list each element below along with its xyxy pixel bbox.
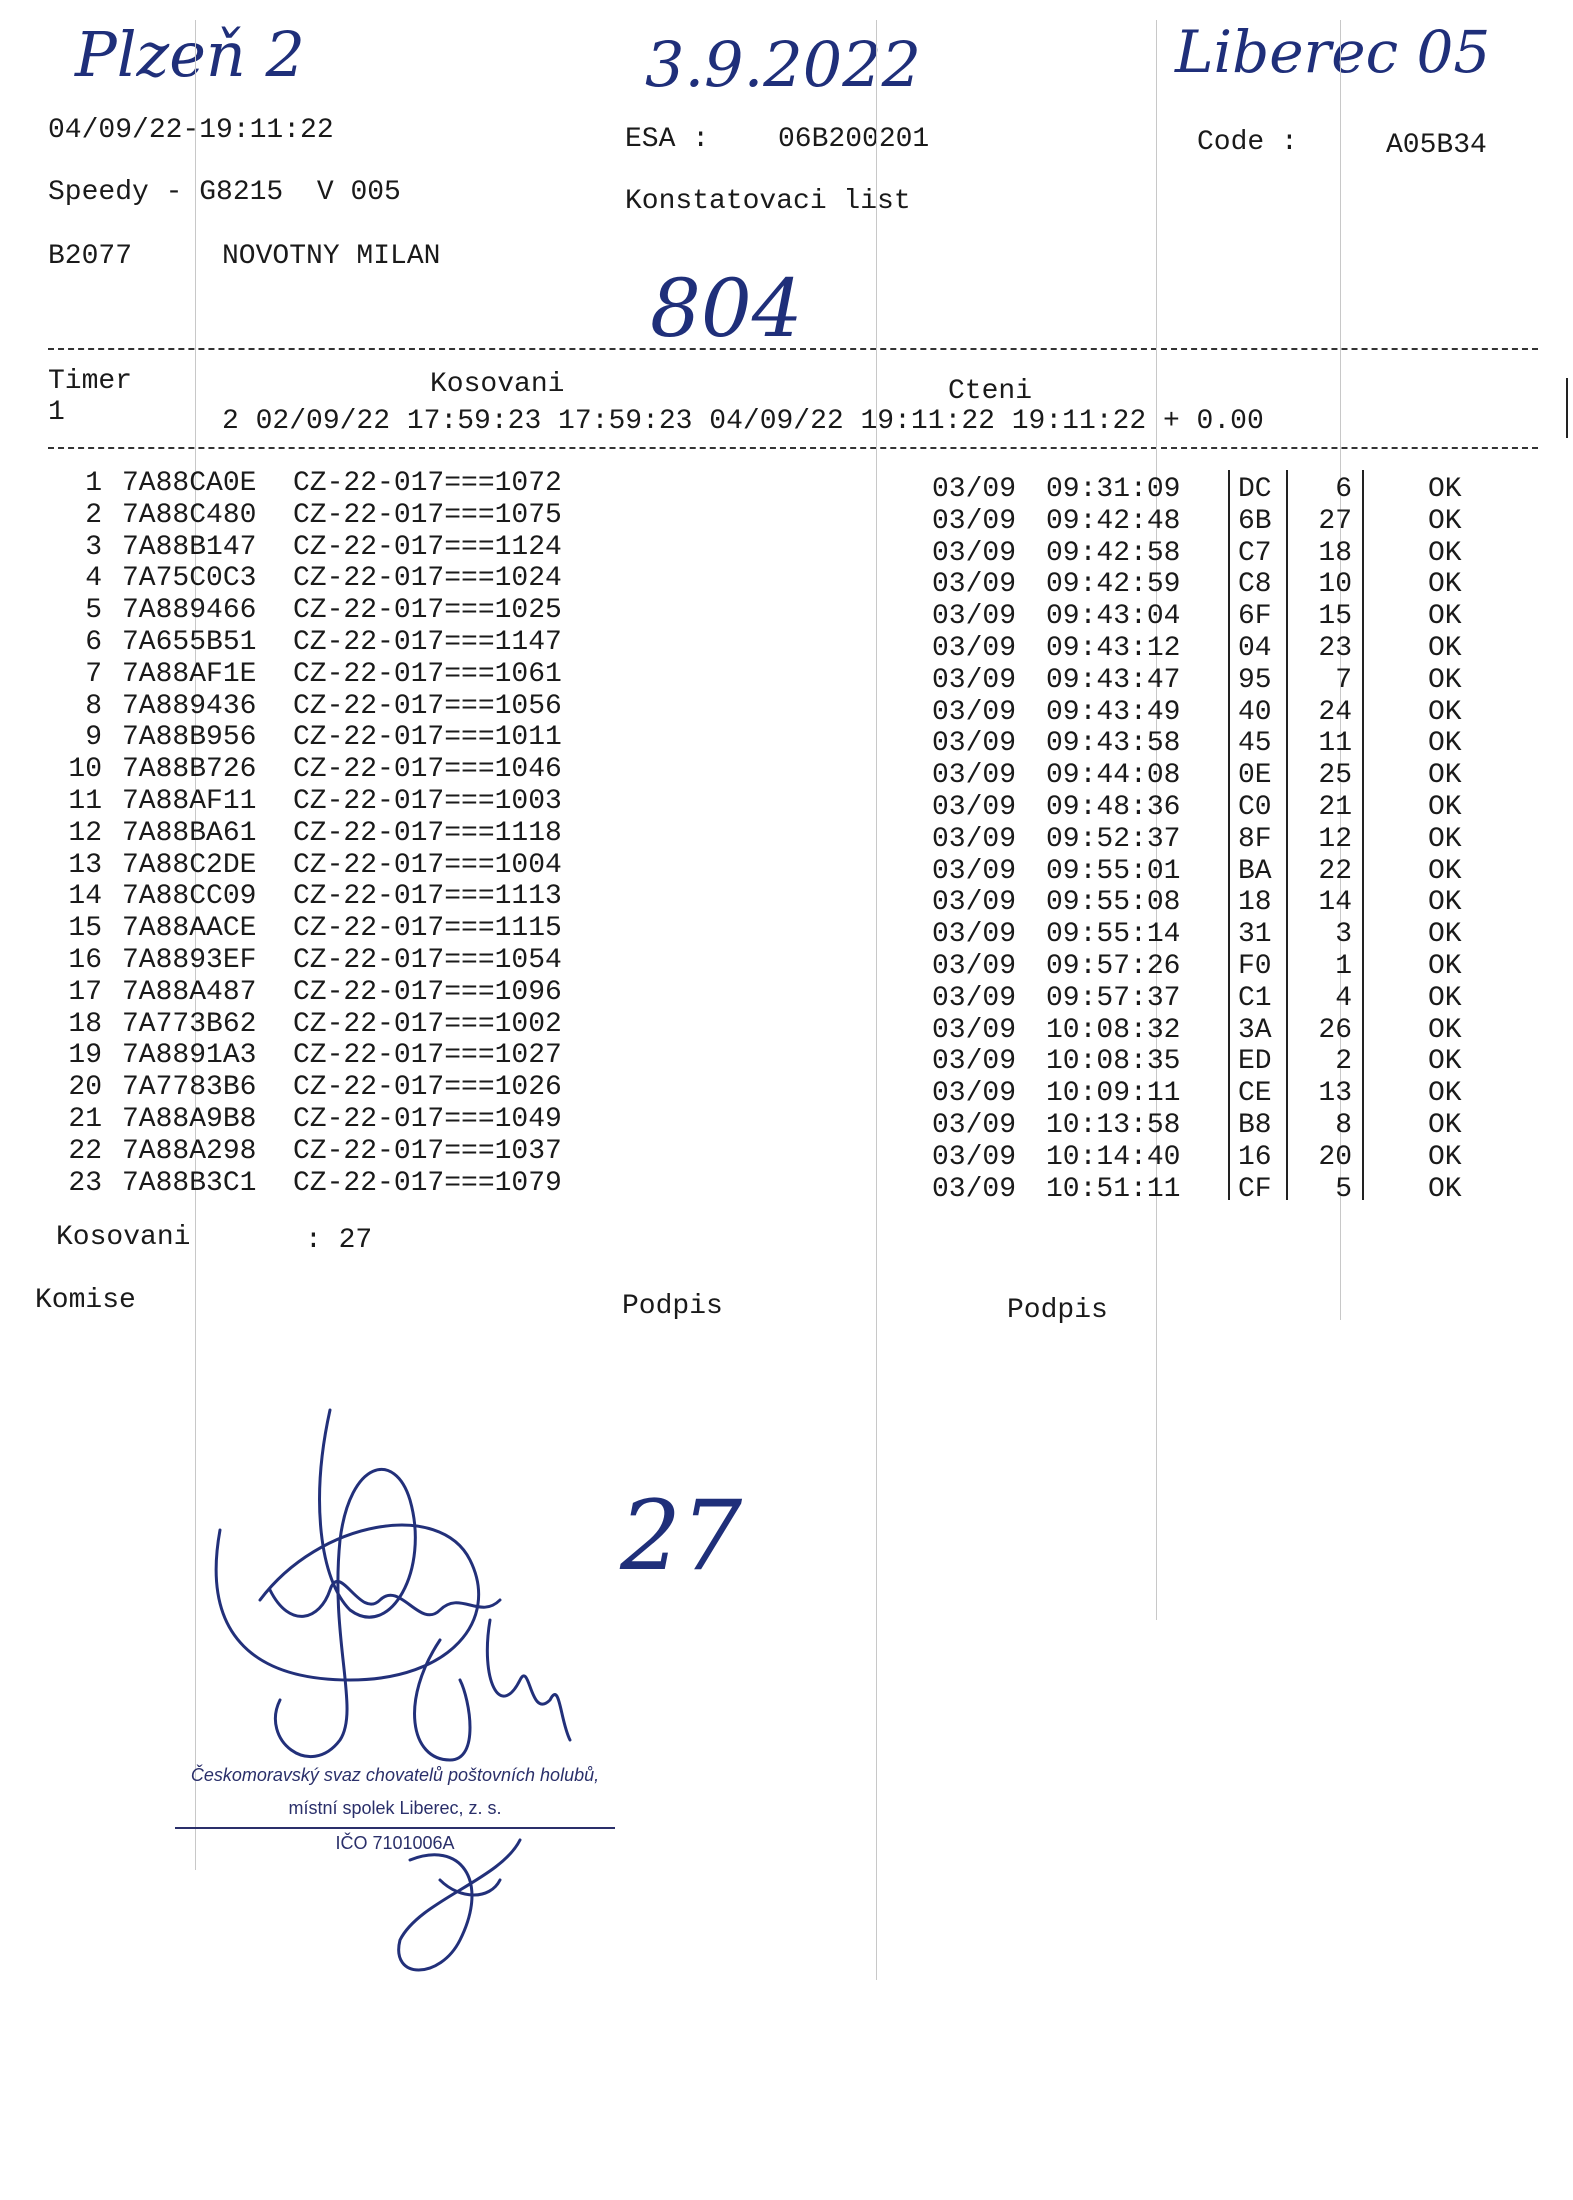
arrival-date: 03/09 [932, 1173, 1017, 1205]
antenna-code: 16 [1238, 1141, 1272, 1173]
ring-code: CZ-22-017===1026 [293, 1072, 562, 1104]
handwritten-location-left: Plzeň 2 [75, 18, 305, 91]
arrival-date: 03/09 [932, 951, 1017, 982]
ring-chip-id: 7A889436 [122, 690, 257, 722]
row-number: 1 [85, 468, 102, 499]
arrival-time: 10:51:11 [1046, 1173, 1181, 1205]
antenna-code: 0E [1238, 760, 1272, 792]
position-number: 11 [1318, 728, 1352, 760]
arrival-time: 09:44:08 [1046, 760, 1181, 792]
ring-chip-id: 7A8893EF [122, 945, 257, 976]
kosovani-count-value: : 27 [305, 1225, 373, 1256]
antenna-code: C7 [1238, 537, 1272, 569]
position-number: 20 [1318, 1141, 1352, 1173]
ring-chip-id: 7A88A298 [122, 1135, 257, 1167]
ring-code: CZ-22-017===1004 [293, 849, 562, 881]
antenna-code: ED [1238, 1046, 1272, 1078]
komise-label: Komise [35, 1285, 136, 1316]
ring-chip-id: 7A889466 [122, 595, 257, 627]
row-number: 6 [85, 627, 102, 658]
timer-value: 1 [48, 397, 65, 428]
ring-chip-id: 7A8891A3 [122, 1040, 257, 1072]
ring-chip-id: 7A88B726 [122, 754, 257, 786]
arrival-time: 09:43:04 [1046, 601, 1181, 633]
arrival-date: 03/09 [932, 728, 1017, 760]
antenna-code: 31 [1238, 919, 1272, 951]
ring-code: CZ-22-017===1118 [293, 817, 562, 849]
row-number: 19 [68, 1040, 102, 1072]
antenna-code: 6F [1238, 601, 1272, 633]
status-ok: OK [1428, 1110, 1462, 1141]
status-ok: OK [1428, 601, 1462, 633]
code-value: A05B34 [1386, 130, 1487, 161]
ring-chip-id: 7A75C0C3 [122, 563, 257, 595]
status-ok: OK [1428, 982, 1462, 1014]
arrival-time: 09:43:58 [1046, 728, 1181, 760]
position-number: 7 [1335, 664, 1352, 696]
arrival-date: 03/09 [932, 887, 1017, 919]
antenna-code: 8F [1238, 823, 1272, 855]
arrival-time: 10:13:58 [1046, 1110, 1181, 1141]
ring-code: CZ-22-017===1096 [293, 976, 562, 1008]
ring-code: CZ-22-017===1072 [293, 468, 562, 499]
ring-chip-id: 7A88BA61 [122, 817, 257, 849]
ring-chip-id: 7A773B62 [122, 1008, 257, 1040]
position-number: 18 [1318, 537, 1352, 569]
row-number: 4 [85, 563, 102, 595]
handwritten-count: 27 [620, 1480, 743, 1592]
arrival-date: 03/09 [932, 855, 1017, 887]
arrival-date: 03/09 [932, 760, 1017, 792]
antenna-code: 95 [1238, 664, 1272, 696]
ring-chip-id: 7A7783B6 [122, 1072, 257, 1104]
arrival-date: 03/09 [932, 1141, 1017, 1173]
status-ok: OK [1428, 887, 1462, 919]
arrival-date: 03/09 [932, 696, 1017, 728]
ring-chip-id: 7A88CC09 [122, 881, 257, 913]
arrival-date: 03/09 [932, 569, 1017, 601]
status-ok: OK [1428, 569, 1462, 601]
ring-code: CZ-22-017===1011 [293, 722, 562, 754]
ring-chip-id: 7A88AF11 [122, 786, 257, 817]
separator-top [48, 348, 1538, 350]
position-number: 22 [1318, 855, 1352, 887]
antenna-code: C0 [1238, 792, 1272, 823]
arrival-date: 03/09 [932, 474, 1017, 505]
ring-code: CZ-22-017===1113 [293, 881, 562, 913]
row-number: 15 [68, 913, 102, 945]
row-number: 10 [68, 754, 102, 786]
status-ok: OK [1428, 855, 1462, 887]
antenna-code: 40 [1238, 696, 1272, 728]
stamp-line-1: Českomoravský svaz chovatelů poštovních holubů, [190, 1765, 600, 1785]
row-number: 22 [68, 1135, 102, 1167]
status-ok: OK [1428, 1173, 1462, 1205]
arrival-date: 03/09 [932, 1014, 1017, 1046]
position-number: 13 [1318, 1078, 1352, 1110]
position-number: 26 [1318, 1014, 1352, 1046]
antenna-code: BA [1238, 855, 1272, 887]
kosovani-count-label: Kosovani [56, 1222, 191, 1253]
antenna-code: CE [1238, 1078, 1272, 1110]
arrival-time: 09:43:47 [1046, 664, 1181, 696]
ring-chip-id: 7A88A9B8 [122, 1104, 257, 1135]
position-number: 25 [1318, 760, 1352, 792]
position-number: 2 [1335, 1046, 1352, 1078]
handwritten-date: 3.9.2022 [645, 28, 922, 101]
arrival-date: 03/09 [932, 823, 1017, 855]
arrival-time: 10:08:35 [1046, 1046, 1181, 1078]
status-ok: OK [1428, 537, 1462, 569]
ring-code: CZ-22-017===1054 [293, 945, 562, 976]
status-ok: OK [1428, 1141, 1462, 1173]
position-number: 3 [1335, 919, 1352, 951]
position-number: 1 [1335, 951, 1352, 982]
stamp-divider [175, 1827, 615, 1829]
ring-code: CZ-22-017===1037 [293, 1135, 562, 1167]
signature-label-1: Podpis [622, 1291, 723, 1322]
row-number: 11 [68, 786, 102, 817]
arrival-time: 09:42:48 [1046, 505, 1181, 537]
separator-bottom [48, 447, 1538, 449]
ring-code: CZ-22-017===1079 [293, 1167, 562, 1199]
position-number: 23 [1318, 633, 1352, 664]
arrival-time: 09:43:49 [1046, 696, 1181, 728]
member-id: B2077 [48, 241, 133, 272]
timer-line: 2 02/09/22 17:59:23 17:59:23 04/09/22 19:11:22 19:11:22 + 0.00 [222, 406, 1264, 437]
esa-label: ESA : [625, 124, 710, 155]
ring-code: CZ-22-017===1046 [293, 754, 562, 786]
ring-code: CZ-22-017===1147 [293, 627, 562, 658]
arrival-time: 09:42:58 [1046, 537, 1181, 569]
ring-chip-id: 7A88CA0E [122, 468, 257, 499]
antenna-code: 04 [1238, 633, 1272, 664]
status-ok: OK [1428, 696, 1462, 728]
arrival-date: 03/09 [932, 633, 1017, 664]
arrival-date: 03/09 [932, 601, 1017, 633]
antenna-code: 45 [1238, 728, 1272, 760]
ring-code: CZ-22-017===1061 [293, 658, 562, 690]
column-line-mid [1286, 470, 1288, 1200]
arrival-date: 03/09 [932, 982, 1017, 1014]
arrival-date: 03/09 [932, 505, 1017, 537]
esa-value: 06B200201 [778, 124, 930, 155]
member-name: NOVOTNY MILAN [222, 241, 441, 272]
antenna-code: F0 [1238, 951, 1272, 982]
stamp-line-3: IČO 7101006A [335, 1833, 455, 1853]
arrival-time: 09:31:09 [1046, 474, 1181, 505]
row-number: 23 [68, 1167, 102, 1199]
position-number: 14 [1318, 887, 1352, 919]
position-number: 12 [1318, 823, 1352, 855]
position-number: 10 [1318, 569, 1352, 601]
arrival-time: 10:14:40 [1046, 1141, 1181, 1173]
position-number: 5 [1335, 1173, 1352, 1205]
arrival-time: 09:55:08 [1046, 887, 1181, 919]
ring-chip-id: 7A88AF1E [122, 658, 257, 690]
status-ok: OK [1428, 760, 1462, 792]
arrival-time: 09:52:37 [1046, 823, 1181, 855]
ring-code: CZ-22-017===1025 [293, 595, 562, 627]
scan-line [876, 20, 877, 1980]
row-number: 20 [68, 1072, 102, 1104]
row-number: 7 [85, 658, 102, 690]
arrival-time: 09:48:36 [1046, 792, 1181, 823]
arrival-time: 09:42:59 [1046, 569, 1181, 601]
status-ok: OK [1428, 474, 1462, 505]
status-ok: OK [1428, 792, 1462, 823]
ring-chip-id: 7A655B51 [122, 627, 257, 658]
arrival-time: 10:09:11 [1046, 1078, 1181, 1110]
ring-code: CZ-22-017===1049 [293, 1104, 562, 1135]
arrival-date: 03/09 [932, 919, 1017, 951]
arrival-time: 09:43:12 [1046, 633, 1181, 664]
position-number: 27 [1318, 505, 1352, 537]
position-number: 6 [1335, 474, 1352, 505]
position-number: 15 [1318, 601, 1352, 633]
timer-block-border [1566, 378, 1568, 438]
status-ok: OK [1428, 951, 1462, 982]
ring-chip-id: 7A88A487 [122, 976, 257, 1008]
arrival-time: 09:57:26 [1046, 951, 1181, 982]
antenna-code: C8 [1238, 569, 1272, 601]
arrival-time: 10:08:32 [1046, 1014, 1181, 1046]
handwritten-total: 804 [650, 262, 803, 355]
ring-code: CZ-22-017===1024 [293, 563, 562, 595]
ring-chip-id: 7A88B3C1 [122, 1167, 257, 1199]
code-label: Code : [1197, 127, 1298, 158]
antenna-code: 3A [1238, 1014, 1272, 1046]
row-number: 9 [85, 722, 102, 754]
ring-chip-id: 7A88B956 [122, 722, 257, 754]
arrival-date: 03/09 [932, 1078, 1017, 1110]
row-number: 12 [68, 817, 102, 849]
status-ok: OK [1428, 664, 1462, 696]
ring-code: CZ-22-017===1115 [293, 913, 562, 945]
ring-code: CZ-22-017===1027 [293, 1040, 562, 1072]
ring-chip-id: 7A88AACE [122, 913, 257, 945]
organization-stamp [175, 1765, 615, 1854]
status-ok: OK [1428, 1078, 1462, 1110]
arrival-date: 03/09 [932, 664, 1017, 696]
document-type: Konstatovaci list [625, 186, 911, 217]
antenna-code: DC [1238, 474, 1272, 505]
status-ok: OK [1428, 1046, 1462, 1078]
position-number: 8 [1335, 1110, 1352, 1141]
row-number: 21 [68, 1104, 102, 1135]
kosovani-header: Kosovani [430, 369, 565, 400]
status-ok: OK [1428, 823, 1462, 855]
status-ok: OK [1428, 633, 1462, 664]
row-number: 3 [85, 531, 102, 563]
ring-code: CZ-22-017===1056 [293, 690, 562, 722]
device-info: Speedy - G8215 V 005 [48, 177, 401, 208]
signature-label-2: Podpis [1007, 1295, 1108, 1326]
ring-code: CZ-22-017===1002 [293, 1008, 562, 1040]
row-number: 16 [68, 945, 102, 976]
status-ok: OK [1428, 505, 1462, 537]
row-number: 5 [85, 595, 102, 627]
status-ok: OK [1428, 919, 1462, 951]
column-line-left [1228, 470, 1230, 1200]
print-datetime: 04/09/22-19:11:22 [48, 115, 334, 146]
signature-graphic [200, 1380, 580, 2000]
row-number: 14 [68, 881, 102, 913]
ring-chip-id: 7A88C480 [122, 499, 257, 531]
arrival-time: 09:57:37 [1046, 982, 1181, 1014]
row-number: 17 [68, 976, 102, 1008]
row-number: 2 [85, 499, 102, 531]
handwritten-location-right: Liberec 05 [1175, 18, 1491, 86]
arrival-date: 03/09 [932, 537, 1017, 569]
status-ok: OK [1428, 728, 1462, 760]
position-number: 21 [1318, 792, 1352, 823]
position-number: 4 [1335, 982, 1352, 1014]
antenna-code: 18 [1238, 887, 1272, 919]
ring-code: CZ-22-017===1003 [293, 786, 562, 817]
cteni-header: Cteni [948, 376, 1033, 407]
position-number: 24 [1318, 696, 1352, 728]
arrival-date: 03/09 [932, 1046, 1017, 1078]
ring-chip-id: 7A88B147 [122, 531, 257, 563]
row-number: 18 [68, 1008, 102, 1040]
row-number: 8 [85, 690, 102, 722]
antenna-code: 6B [1238, 505, 1272, 537]
status-ok: OK [1428, 1014, 1462, 1046]
ring-code: CZ-22-017===1124 [293, 531, 562, 563]
antenna-code: CF [1238, 1173, 1272, 1205]
arrival-time: 09:55:01 [1046, 855, 1181, 887]
row-number: 13 [68, 849, 102, 881]
arrival-time: 09:55:14 [1046, 919, 1181, 951]
column-line-right [1362, 470, 1364, 1200]
arrival-date: 03/09 [932, 792, 1017, 823]
antenna-code: B8 [1238, 1110, 1272, 1141]
ring-chip-id: 7A88C2DE [122, 849, 257, 881]
timer-label: Timer [48, 366, 133, 397]
stamp-line-2: místní spolek Liberec, z. s. [288, 1798, 502, 1818]
arrival-date: 03/09 [932, 1110, 1017, 1141]
ring-code: CZ-22-017===1075 [293, 499, 562, 531]
antenna-code: C1 [1238, 982, 1272, 1014]
